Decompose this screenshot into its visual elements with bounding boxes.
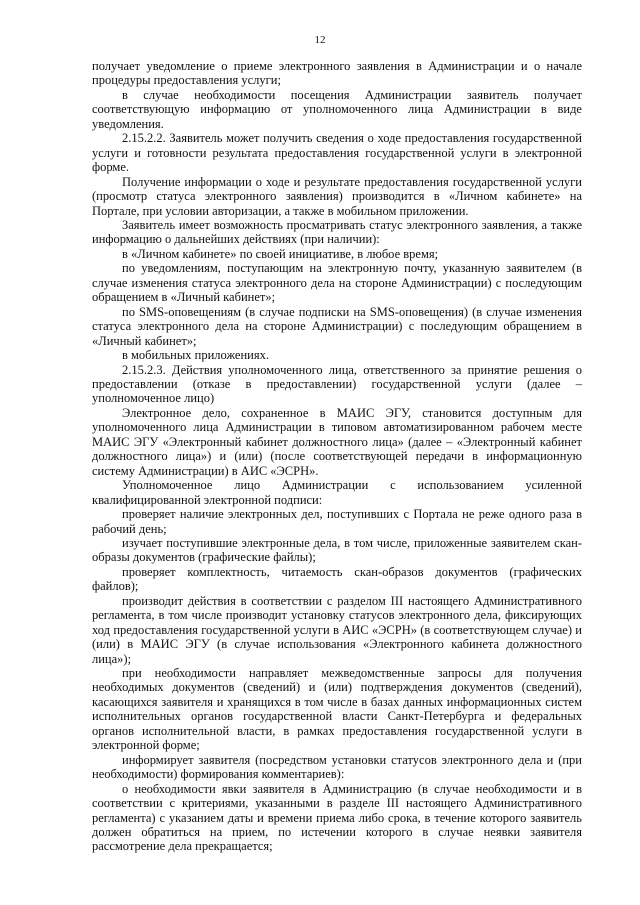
paragraph: получает уведомление о приеме электронного заявления в Администрации и о начале процедуры предоставления услуги; bbox=[92, 59, 582, 88]
paragraph: в случае необходимости посещения Администрации заявитель получает соответствующую информацию от уполномоченного лица Администрации в виде уведомления. bbox=[92, 87, 582, 131]
paragraph: Уполномоченное лицо Администрации с использованием усиленной квалифицированной электронной подписи: bbox=[92, 478, 582, 507]
paragraph: по SMS-оповещениям (в случае подписки на SMS-оповещения) (в случае изменения статуса электронного дела на стороне Администрации) с последующим обращением в «Личный кабинет»; bbox=[92, 304, 582, 348]
paragraph: о необходимости явки заявителя в Администрацию (в случае необходимости и в соответствии с критериями, указанными в разделе III настоящего Административного регламента) с указанием даты и времени приема либо срока, в течение которого заявитель должен обратиться на прием, по истечении которого в случае неявки заявителя рассмотрение дела прекращается; bbox=[92, 781, 582, 854]
paragraph: 2.15.2.3. Действия уполномоченного лица, ответственного за принятие решения о предоставлении (отказе в предоставлении) государственной услуги (далее – уполномоченное лицо) bbox=[92, 362, 582, 406]
paragraph: в «Личном кабинете» по своей инициативе, в любое время; bbox=[122, 246, 439, 261]
paragraph: по уведомлениям, поступающим на электронную почту, указанную заявителем (в случае изменения статуса электронного дела на стороне Администрации) с последующим обращением в «Личный кабинет»; bbox=[92, 261, 582, 305]
paragraph: 2.15.2.2. Заявитель может получить сведения о ходе предоставления государственной услуги и готовности результата предоставления государственной услуги в электронной форме. bbox=[92, 131, 582, 175]
document-body bbox=[92, 59, 582, 854]
paragraph: Заявитель имеет возможность просматривать статус электронного заявления, а также информацию о дальнейших действиях (при наличии): bbox=[92, 217, 582, 247]
paragraph: Получение информации о ходе и результате предоставления государственной услуги (просмотр статуса электронного заявления) производится в «Личном кабинете» на Портале, при условии авторизации, а также в мобильном приложении. bbox=[92, 174, 582, 218]
paragraph: проверяет комплектность, читаемость скан-образов документов (графических файлов); bbox=[92, 564, 582, 594]
paragraph: Электронное дело, сохраненное в МАИС ЭГУ, становится доступным для уполномоченного лица Администрации в типовом автоматизированном рабочем месте МАИС ЭГУ «Электронный кабинет должностного лица» (далее – «Электронный кабинет должностного лица») и (или) (после соответствующей передачи в информационную систему Администрации) в АИС «ЭСРН». bbox=[92, 405, 582, 478]
paragraph: проверяет наличие электронных дел, поступивших с Портала не реже одного раза в рабочий день; bbox=[92, 507, 582, 536]
paragraph: информирует заявителя (посредством установки статусов электронного дела и (при необходимости) формирования комментариев): bbox=[92, 752, 582, 782]
page-number: 12 bbox=[314, 34, 326, 46]
paragraph: в мобильных приложениях. bbox=[122, 348, 269, 363]
paragraph: производит действия в соответствии с разделом III настоящего Административного регламента, в том числе производит установку статусов электронного дела, фиксирующих ход предоставления государственной услуги в АИС «ЭСРН» (в соответствующем случае) и (или) в МАИС ЭГУ (в случае использования «Электронного кабинета должностного лица»); bbox=[92, 593, 582, 666]
paragraph: при необходимости направляет межведомственные запросы для получения необходимых документов (сведений) и (или) подтверждения документов (сведений), касающихся заявителя и хранящихся в том числе в базах данных информационных систем исполнительных органов государственной власти Санкт-Петербурга и федеральных органов исполнительной власти, в рамках предоставления государственной услуги в электронной форме; bbox=[92, 666, 582, 753]
paragraph: изучает поступившие электронные дела, в том числе, приложенные заявителем скан-образы документов (графические файлы); bbox=[92, 535, 582, 565]
